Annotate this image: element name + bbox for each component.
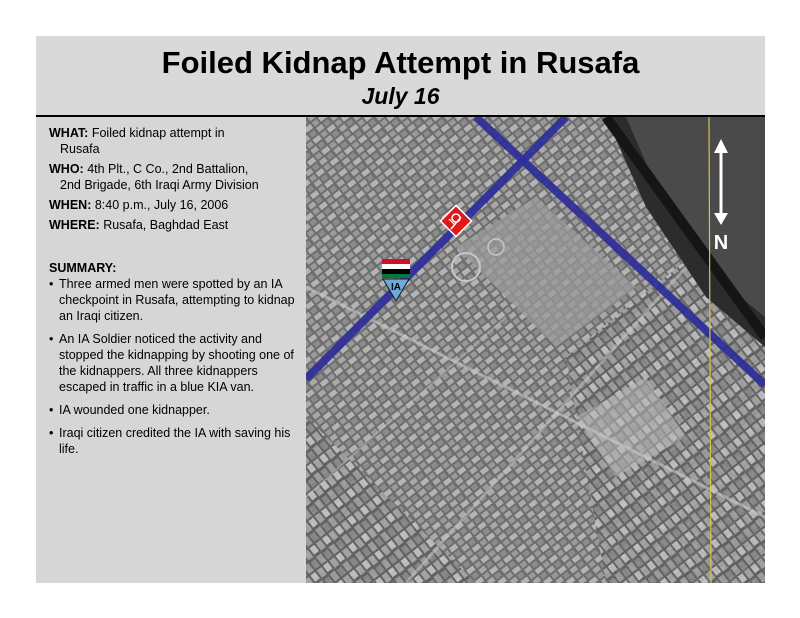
north-label: N bbox=[713, 232, 729, 254]
slide-header bbox=[36, 36, 765, 117]
when-value: 8:40 p.m., July 16, 2006 bbox=[94, 198, 229, 212]
when-label: WHEN: bbox=[49, 198, 92, 212]
who-row bbox=[49, 161, 304, 193]
bullet-dot: • bbox=[49, 277, 54, 291]
summary-heading: SUMMARY: bbox=[49, 261, 117, 275]
slide bbox=[36, 36, 765, 583]
unit-label: IA bbox=[391, 282, 401, 293]
aerial-map-svg bbox=[306, 117, 765, 583]
where-label: WHERE: bbox=[49, 218, 100, 232]
page-title: Foiled Kidnap Attempt in Rusafa bbox=[161, 45, 640, 80]
what-value-cont: Rusafa bbox=[60, 142, 100, 156]
bullet-dot: • bbox=[49, 332, 54, 346]
summary-bullet-text: Three armed men were spotted by an IA checkpoint in Rusafa, attempting to kidnap an Iraqi citizen. bbox=[59, 277, 295, 323]
incident-info bbox=[49, 125, 304, 237]
where-value: Rusafa, Baghdad East bbox=[103, 218, 229, 232]
bullet-dot: • bbox=[49, 426, 54, 440]
who-label: WHO: bbox=[49, 162, 84, 176]
summary-bullet-text: An IA Soldier noticed the activity and stopped the kidnapping by shooting one of the kidnappers. All three kidnappers escaped in traffic in a blue KIA van. bbox=[59, 332, 294, 394]
summary-bullet bbox=[49, 331, 304, 395]
bullet-dot: • bbox=[49, 403, 54, 417]
summary-section bbox=[49, 260, 304, 464]
iraqi-flag-icon bbox=[382, 259, 410, 278]
when-row bbox=[49, 197, 304, 213]
what-label: WHAT: bbox=[49, 126, 89, 140]
page-subtitle: July 16 bbox=[361, 83, 440, 109]
who-value: 4th Plt., C Co., 2nd Battalion, bbox=[87, 162, 249, 176]
where-row bbox=[49, 217, 304, 233]
aerial-map bbox=[306, 117, 765, 583]
what-value: Foiled kidnap attempt in bbox=[91, 126, 225, 140]
details-panel bbox=[36, 117, 306, 583]
summary-bullet bbox=[49, 276, 304, 324]
summary-bullet bbox=[49, 425, 304, 457]
summary-bullet-text: Iraqi citizen credited the IA with saving his life. bbox=[59, 426, 291, 456]
summary-bullet bbox=[49, 402, 304, 418]
summary-bullet-text: IA wounded one kidnapper. bbox=[59, 403, 210, 417]
who-value-cont: 2nd Brigade, 6th Iraqi Army Division bbox=[60, 178, 259, 192]
what-row bbox=[49, 125, 304, 157]
